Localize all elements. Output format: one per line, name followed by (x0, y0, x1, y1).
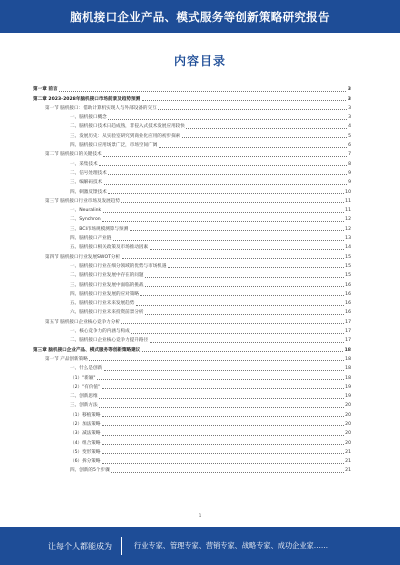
toc-leader-dots (102, 463, 344, 464)
toc-entry-page: 20 (345, 412, 351, 418)
toc-leader-dots (102, 444, 344, 445)
toc-entry-page: 6 (348, 143, 351, 149)
toc-entry-label: 一、Neuralink (70, 208, 102, 214)
footer-slogan-left: 让每个人都能成为 (48, 541, 112, 551)
toc-leader-dots (130, 230, 344, 231)
toc-entry-page: 10 (345, 189, 351, 195)
toc-leader-dots (136, 305, 344, 306)
toc-entry-label: 二、脑机接口行业发展中存在的问题 (70, 273, 144, 279)
footer-banner (0, 527, 400, 565)
toc-entry[interactable] (33, 214, 351, 223)
toc-entry-label: 一、采集技术 (70, 161, 98, 167)
toc-entry[interactable] (33, 419, 351, 428)
toc-entry-page: 20 (345, 440, 351, 446)
toc-entry-label: 一、什么是创新 (70, 366, 103, 372)
toc-entry-label: 三、脑机接口行业发展中面临的挑战 (70, 282, 144, 288)
toc-entry[interactable] (33, 196, 351, 205)
toc-leader-dots (113, 240, 344, 241)
page-number: 1 (198, 513, 202, 518)
toc-leader-dots (111, 472, 343, 473)
toc-entry-page: 16 (345, 310, 351, 316)
toc-entry-page: 15 (345, 254, 351, 260)
toc-entry[interactable] (33, 437, 351, 446)
toc-entry[interactable] (33, 112, 351, 121)
toc-leader-dots (59, 91, 346, 92)
toc-leader-dots (145, 314, 344, 315)
toc-entry-label: 四、脑机接口行业发展的应对策略 (70, 291, 139, 297)
toc-entry-label: 第二节 脑机接口的关键技术 (45, 152, 102, 158)
toc-entry[interactable] (33, 121, 351, 130)
toc-entry-label: （5）变形策略 (70, 449, 101, 455)
toc-entry-label: 三、BCI市场规模测算与预测 (70, 226, 129, 232)
toc-entry-page: 18 (345, 375, 351, 381)
toc-entry-page: 3 (348, 115, 351, 121)
toc-entry-label: （4）组合策略 (70, 440, 101, 446)
toc-leader-dots (168, 267, 344, 268)
toc-entry[interactable] (33, 168, 351, 177)
toc-entry-label: （1）"新颖" (70, 375, 96, 381)
toc-entry[interactable] (33, 391, 351, 400)
toc-entry[interactable] (33, 233, 351, 242)
toc-entry-label: （1）移植策略 (70, 412, 101, 418)
toc-entry[interactable] (33, 456, 351, 465)
toc-entry-label: 二、创新思维 (70, 394, 98, 400)
toc-leader-dots (122, 258, 344, 259)
toc-entry[interactable] (33, 372, 351, 381)
toc-entry-page: 12 (345, 226, 351, 232)
toc-entry-label: 三、编解码技术 (70, 180, 103, 186)
toc-entry-page: 18 (345, 356, 351, 362)
toc-entry[interactable] (33, 289, 351, 298)
toc-entry-page: 17 (345, 319, 351, 325)
toc-entry-label: 第一节 脑机接口：借助计算机实现人与外部设备的交互 (45, 105, 157, 111)
toc-entry-label: 四、创新的5个步骤 (70, 468, 110, 474)
report-header-banner (0, 0, 400, 33)
toc-entry[interactable] (33, 130, 351, 139)
toc-entry-label: （3）减法策略 (70, 431, 101, 437)
toc-entry-label: 二、信号处理技术 (70, 170, 107, 176)
toc-leader-dots (159, 147, 347, 148)
toc-entry-page: 19 (345, 384, 351, 390)
toc-leader-dots (121, 323, 343, 324)
toc-entry-page: 16 (345, 282, 351, 288)
toc-entry[interactable] (33, 251, 351, 260)
toc-entry[interactable] (33, 428, 351, 437)
toc-entry[interactable] (33, 205, 351, 214)
toc-entry-page: 15 (345, 273, 351, 279)
toc-entry-label: 第四节 脑机接口行业发展SWOT分析 (45, 254, 121, 260)
toc-entry[interactable] (33, 344, 351, 353)
toc-entry-page: 12 (345, 217, 351, 223)
toc-entry-page: 21 (345, 449, 351, 455)
toc-entry[interactable] (33, 382, 351, 391)
toc-leader-dots (121, 202, 343, 203)
toc-leader-dots (104, 184, 347, 185)
toc-leader-dots (150, 342, 344, 343)
toc-entry[interactable] (33, 177, 351, 186)
toc-entry[interactable] (33, 335, 351, 344)
toc-entry-label: （6）拆分策略 (70, 459, 101, 465)
toc-leader-dots (102, 416, 344, 417)
toc-leader-dots (142, 351, 343, 352)
toc-entry-page: 18 (344, 347, 351, 353)
toc-entry-page: 17 (345, 329, 351, 335)
footer-slogan-right: 行业专家、管理专家、营销专家、战略专家、成功企业家…… (134, 541, 329, 550)
toc-leader-dots (104, 370, 344, 371)
toc-entry-page: 20 (345, 431, 351, 437)
toc-entry-page: 9 (348, 170, 351, 176)
toc-entry-label: 第三章 脑机接口企业产品、模式服务等创新策略建议 (33, 347, 141, 353)
toc-entry-page: 20 (345, 403, 351, 409)
toc-entry-label: （2）加法策略 (70, 421, 101, 427)
toc-entry-label: 第二章 2023-2028年脑机接口市场前景及趋势预测 (33, 96, 141, 102)
toc-entry-label: 第三节 脑机接口行业市场及发展趋势 (45, 198, 120, 204)
toc-entry-page: 3 (348, 105, 351, 111)
toc-entry-page: 17 (345, 338, 351, 344)
toc-entry-page: 19 (345, 394, 351, 400)
toc-entry[interactable] (33, 400, 351, 409)
toc-entry-page: 21 (345, 468, 351, 474)
toc-entry-label: 二、脑机接口企业核心竞争力提升路径 (70, 338, 149, 344)
toc-entry[interactable] (33, 103, 351, 112)
toc-entry-page: 11 (345, 208, 351, 214)
toc-entry-label: 五、脑机接口相关政策及市场推动因素 (70, 245, 149, 251)
toc-leader-dots (108, 193, 343, 194)
toc-leader-dots (102, 425, 344, 426)
toc-entry[interactable] (33, 186, 351, 195)
toc-entry[interactable] (33, 316, 351, 325)
toc-entry[interactable] (33, 363, 351, 372)
toc-leader-dots (142, 100, 347, 101)
toc-entry[interactable] (33, 93, 351, 102)
toc-entry-page: 3 (347, 96, 351, 102)
toc-entry-page: 14 (345, 245, 351, 251)
toc-leader-dots (102, 435, 344, 436)
toc-entry[interactable] (33, 158, 351, 167)
toc-entry-page: 21 (345, 459, 351, 465)
toc-entry-label: 六、脑机接口行业未来投资前景分析 (70, 310, 144, 316)
toc-entry[interactable] (33, 149, 351, 158)
toc-entry-label: 二、Synchron (70, 217, 101, 223)
table-of-contents (33, 84, 351, 474)
toc-entry-page: 7 (348, 152, 351, 158)
toc-leader-dots (89, 360, 343, 361)
toc-leader-dots (145, 286, 344, 287)
toc-leader-dots (145, 277, 344, 278)
toc-entry[interactable] (33, 307, 351, 316)
toc-leader-dots (131, 333, 343, 334)
toc-entry-page: 5 (348, 133, 351, 139)
toc-leader-dots (102, 388, 344, 389)
toc-entry[interactable] (33, 279, 351, 288)
report-title: 脑机接口企业产品、模式服务等创新策略研究报告 (70, 9, 330, 24)
toc-entry[interactable] (33, 465, 351, 474)
toc-entry-page: 9 (348, 180, 351, 186)
toc-entry-label: 第一节 产品创新策略 (45, 356, 88, 362)
toc-entry-page: 18 (345, 366, 351, 372)
toc-entry[interactable] (33, 326, 351, 335)
toc-entry-label: 第一章 前言 (33, 87, 58, 93)
toc-entry-page: 16 (345, 291, 351, 297)
toc-entry[interactable] (33, 242, 351, 251)
toc-leader-dots (102, 221, 343, 222)
toc-entry-label: 一、脑机接口行业在细分领域的优势与市场机遇 (70, 263, 167, 269)
toc-leader-dots (99, 407, 344, 408)
toc-leader-dots (102, 453, 344, 454)
toc-entry[interactable] (33, 84, 351, 93)
toc-entry-page: 11 (345, 198, 351, 204)
toc-entry[interactable] (33, 409, 351, 418)
toc-entry-label: 四、刺激反馈技术 (70, 189, 107, 195)
toc-entry[interactable] (33, 354, 351, 363)
toc-leader-dots (186, 128, 346, 129)
toc-leader-dots (97, 379, 344, 380)
toc-leader-dots (99, 398, 344, 399)
toc-entry-page: 16 (345, 301, 351, 307)
toc-entry-page: 15 (345, 263, 351, 269)
toc-entry-label: 一、脑机接口概念 (70, 115, 107, 121)
toc-entry-label: 三、创新方法 (70, 403, 98, 409)
toc-entry-label: 四、脑机接口产业链 (70, 236, 112, 242)
toc-leader-dots (103, 212, 344, 213)
toc-leader-dots (158, 109, 346, 110)
toc-entry-label: 一、核心竞争力的内涵与构成 (70, 329, 130, 335)
toc-entry-label: 四、脑机接口应用场景广泛，市场空间广阔 (70, 143, 158, 149)
toc-leader-dots (182, 137, 347, 138)
toc-entry-page: 4 (348, 124, 351, 130)
toc-leader-dots (140, 295, 343, 296)
toc-leader-dots (150, 249, 344, 250)
toc-entry-label: 第五节 脑机接口企业核心竞争力分析 (45, 319, 120, 325)
toc-entry[interactable] (33, 223, 351, 232)
toc-leader-dots (108, 119, 346, 120)
toc-entry[interactable] (33, 298, 351, 307)
toc-leader-dots (103, 156, 346, 157)
toc-entry[interactable] (33, 140, 351, 149)
toc-entry-label: 五、脑机接口行业未来发展趋势 (70, 301, 135, 307)
toc-entry-page: 13 (345, 236, 351, 242)
toc-entry-label: 二、脑机接口技术日趋成熟，非侵入式技术发展应用较快 (70, 124, 185, 130)
toc-heading: 内容目录 (173, 54, 226, 68)
footer-divider (121, 537, 122, 555)
toc-entry-label: （2）"有价值" (70, 384, 101, 390)
toc-entry-label: 三、发展历史：从实验室研究到商业化应用的初步探索 (70, 133, 181, 139)
toc-entry-page: 8 (348, 161, 351, 167)
toc-entry[interactable] (33, 261, 351, 270)
toc-entry-page: 3 (347, 87, 351, 93)
toc-entry-page: 20 (345, 421, 351, 427)
toc-entry[interactable] (33, 447, 351, 456)
toc-leader-dots (108, 174, 346, 175)
toc-leader-dots (99, 165, 346, 166)
toc-entry[interactable] (33, 270, 351, 279)
